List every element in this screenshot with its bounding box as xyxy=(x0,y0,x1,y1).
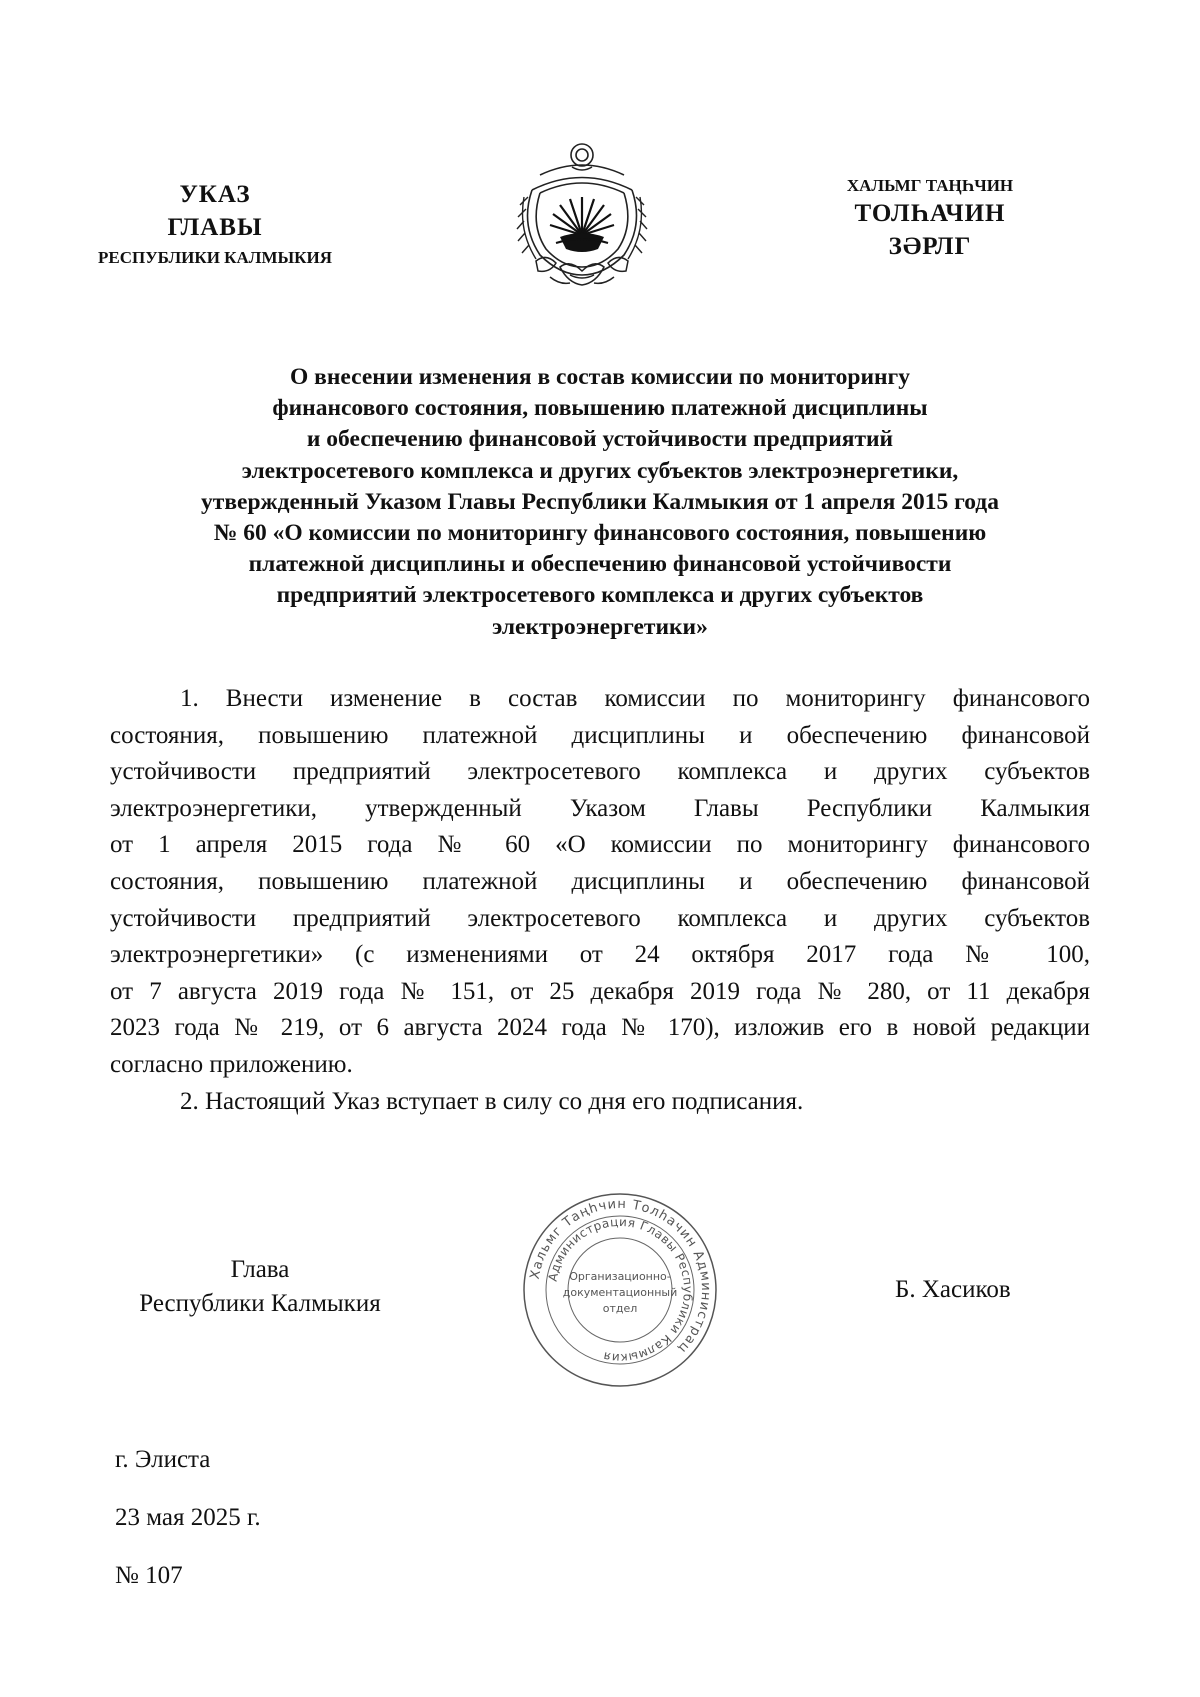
body-line: 1. Внести изменение в состав комиссии по мониторингу финансового xyxy=(180,685,1090,712)
header-right-line2: ТОЛҺАЧИН xyxy=(854,200,1006,227)
body-line: устойчивости предприятий электросетевого комплекса и других субъектов xyxy=(110,904,1090,932)
title-line: электроэнергетики» xyxy=(492,613,708,640)
title-line: О внесении изменения в состав комиссии по мониторингу xyxy=(290,364,910,390)
body-line: 2023 года № 219, от 6 августа 2024 года № 170), изложив его в новой редакции xyxy=(110,1014,1090,1042)
signatory-name: Б. Хасиков xyxy=(895,1276,1011,1303)
signatory-position-line1: Глава xyxy=(230,1256,290,1283)
title-line: № 60 «О комиссии по мониторингу финансового состояния, повышению xyxy=(213,520,987,547)
header-right-line1: ХАЛЬМГ ТАҢҺЧИН xyxy=(846,176,1014,195)
body-line: согласно приложению. xyxy=(110,1050,353,1078)
document-body xyxy=(110,681,1090,1120)
stamp-center-line2: документационный xyxy=(562,1286,678,1299)
header-left xyxy=(60,178,370,270)
stamp-center-line1: Организационно- xyxy=(569,1270,671,1283)
signatory-position-line2: Республики Калмыкия xyxy=(139,1290,381,1317)
body-line: состояния, повышению платежной дисциплины и обеспечению финансовой xyxy=(110,867,1090,895)
paragraph-2: 2. Настоящий Указ вступает в силу со дня его подписания. xyxy=(180,1087,804,1115)
header-left-line1: УКАЗ xyxy=(179,181,251,208)
header-left-line2: ГЛАВЫ xyxy=(167,214,263,241)
title-line: предприятий электросетевого комплекса и других субъектов xyxy=(276,582,924,609)
title-line: финансового состояния, повышению платежной дисциплины xyxy=(272,395,928,422)
footer-date: 23 мая 2025 г. xyxy=(115,1504,261,1531)
document-footer xyxy=(115,1443,261,1617)
signatory-position xyxy=(110,1253,410,1321)
title-line: электросетевого комплекса и других субъектов электроэнергетики, xyxy=(241,457,959,484)
stamp-outer-text: Хальмг Таңһчин Толһачин Администрац xyxy=(527,1196,714,1357)
title-line: платежной дисциплины и обеспечению финансовой устойчивости xyxy=(248,551,952,578)
footer-number: № 107 xyxy=(115,1562,183,1589)
header-right xyxy=(830,175,1030,263)
stamp-center-line3: отдел xyxy=(602,1302,638,1315)
body-line: от 7 августа 2019 года № 151, от 25 декабря 2019 года № 280, от 11 декабря xyxy=(110,977,1090,1005)
header-left-line3: РЕСПУБЛИКИ КАЛМЫКИЯ xyxy=(97,248,333,267)
body-line: от 1 апреля 2015 года № 60 «О комиссии по мониторингу финансового xyxy=(110,831,1090,859)
header-right-line3: ЗӘРЛГ xyxy=(888,233,972,260)
footer-city: г. Элиста xyxy=(115,1446,211,1473)
document-title xyxy=(100,362,1100,643)
title-line: и обеспечению финансовой устойчивости предприятий xyxy=(306,426,894,453)
coat-of-arms-icon xyxy=(510,135,655,295)
stamp-inner-text: Администрация Главы Республики Калмыкия xyxy=(545,1214,696,1366)
title-line: утвержденный Указом Главы Республики Калмыкия от 1 апреля 2015 года xyxy=(201,488,999,515)
body-line: состояния, повышению платежной дисциплины и обеспечению финансовой xyxy=(110,721,1090,749)
body-line: устойчивости предприятий электросетевого комплекса и других субъектов xyxy=(110,758,1090,786)
body-line: электроэнергетики, утвержденный Указом Главы Республики Калмыкия xyxy=(110,794,1090,822)
official-stamp-icon xyxy=(520,1190,720,1390)
body-line: электроэнергетики» (с изменениями от 24 октября 2017 года № 100, xyxy=(110,941,1090,969)
